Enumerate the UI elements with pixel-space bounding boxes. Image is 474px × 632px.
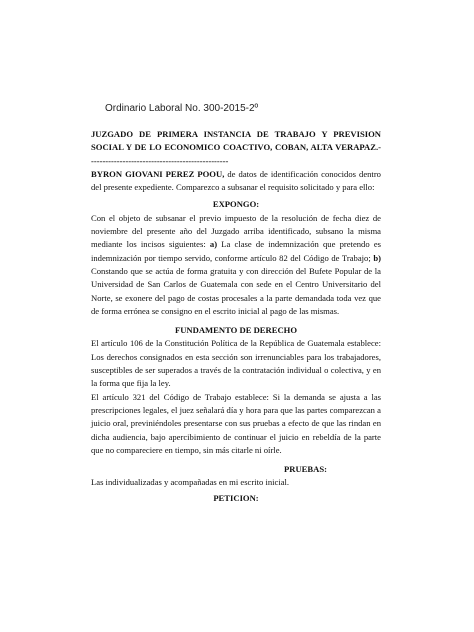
expongo-text-3: Constando que se actúa de forma gratuita y con dirección del Bufete Popular de la Universidad de San Carlos de Guatemala con sede en el Centro Universitario del Norte, se exonere del pago de costas procesales a la parte demandada toda vez que de forma errónea se consigno en el escrito inicial al pago de las mismas. — [91, 265, 381, 316]
expongo-text-1: Con el objeto de subsanar el previo impuesto de la resolución de fecha diez de noviembre del presente año del Juzgado arriba identificado, subsano la misma mediante los incisos siguientes: — [91, 212, 381, 250]
intro-text: de datos de identificación conocidos dentro del presente expediente. Comparezco a subsanar el requisito solicitado y para ello: — [91, 168, 381, 193]
document-body — [91, 128, 381, 505]
party-name: BYRON GIOVANI PEREZ POOU, — [91, 168, 225, 179]
marker-b: b) — [373, 252, 381, 263]
case-reference: Ordinario Laboral No. 300-2015-2º — [105, 103, 259, 114]
fundamento-paragraph-1: El artículo 106 de la Constitución Política de la República de Guatemala establece: Los derechos consignados en esta sección son irrenunciables para los trabajadores, susceptibles de ser superados a través de la contratación individual o colectiva, y en la forma que fija la ley. — [91, 338, 381, 389]
pruebas-heading: PRUEBAS: — [284, 464, 327, 475]
marker-a: a) — [209, 239, 218, 250]
pruebas-text: Las individualizadas y acompañadas en mi escrito inicial. — [91, 477, 290, 488]
intro-paragraph — [91, 168, 381, 195]
peticion-heading: PETICION: — [213, 492, 259, 503]
fundamento-paragraph-2: El artículo 321 del Código de Trabajo establece: Si la demanda se ajusta a las prescripciones legales, el juez señalará día y hora para que las partes comparezcan a juicio oral, previniéndoles presentarse con sus pruebas a efecto de que las rindan en dicha audiencia, bajo apercibimiento de continuar el juicio en rebeldía de la parte que no compareciere en tiempo, sin más citarle ni oírle. — [91, 391, 381, 455]
fundamento-heading: FUNDAMENTO DE DERECHO — [174, 325, 298, 336]
court-header: JUZGADO DE PRIMERA INSTANCIA DE TRABAJO Y PREVISION SOCIAL Y DE LO ECONOMICO COACTIVO, COBAN, ALTA VERAPAZ.- ------------------------------------------------ — [91, 129, 381, 166]
expongo-text-2: La clase de indemnización que pretendo es indemnización por tiempo servido, conforme artículo 82 del Código de Trabajo; — [91, 239, 381, 263]
expongo-heading: EXPONGO: — [212, 199, 260, 210]
expongo-paragraph — [91, 212, 381, 318]
